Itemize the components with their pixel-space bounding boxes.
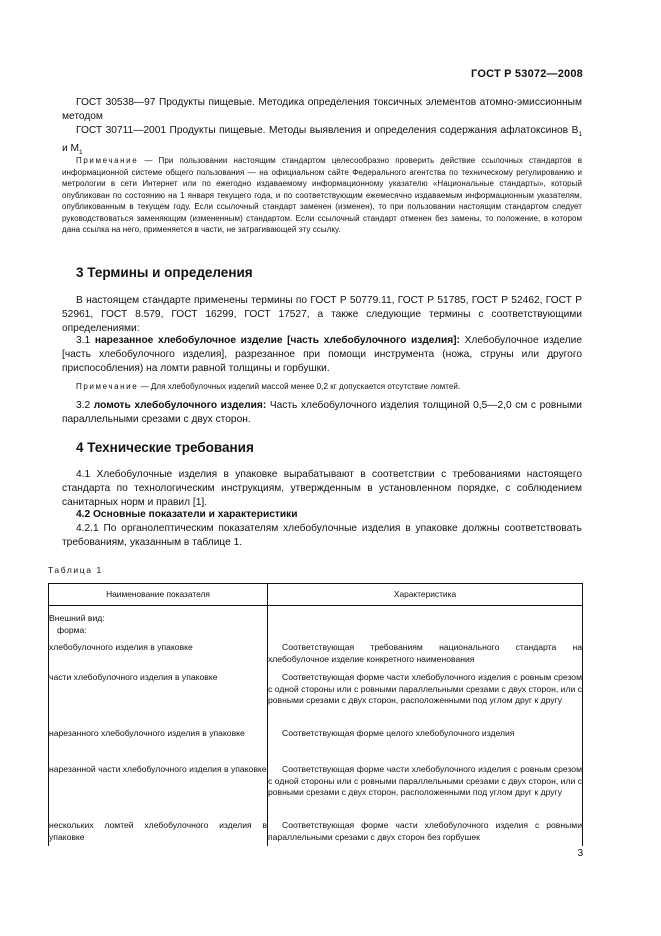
term-3-1: 3.1 нарезанное хлебобулочное изделие [часть хлебобулочного изделия]: Хлебобулочное изделие [часть хлебобулочного изделия], разрезанное при помощи инструмента (ножа, струны или другого приспособления) на ломти равной толщины и горбушки. [62,335,582,374]
section-3-title: 3 Термины и определения [76,265,253,280]
characteristic-cell: Соответствующая форме части хлебобулочного изделия с ровным срезом с одной стороны или с ровными параллельными срезами с двух сторон, или с ровными срезами с двух сторон, расположенными под углом друг к другу [268,672,583,728]
table-row [49,672,583,728]
table-row [49,820,583,846]
characteristic-cell: Соответствующая форме части хлебобулочного изделия с ровным срезом с одной стороны или с ровными параллельными срезами с двух сторон, или с ровными срезами с двух сторон, расположенными под углом друг к другу [268,764,583,820]
term-3-1-note: Примечание — Для хлебобулочных изделий массой менее 0,2 кг допускается отсутствие ломтей. [76,382,461,391]
section-3-intro: В настоящем стандарте применены термины по ГОСТ Р 50779.11, ГОСТ Р 51785, ГОСТ Р 52462, ГОСТ Р 52961, ГОСТ 8.579, ГОСТ 16299, ГОСТ 17527, а также следующие термины с соответствующими определениями: [62,295,582,334]
paragraph-4-1: 4.1 Хлебобулочные изделия в упаковке вырабатывают в соответствии с требованиями настоящего стандарта по технологическим инструкциям, утвержденным в установленном порядке, с соблюдением санитарных норм и правил [1]. [62,469,582,508]
indicator-cell: хлебобулочного изделия в упаковке [49,636,268,672]
table-row [49,636,583,672]
document-code: ГОСТ Р 53072—2008 [471,68,583,80]
reference-gost-30538: ГОСТ 30538—97 Продукты пищевые. Методика определения токсичных элементов атомно-эмиссионным методом [62,97,582,122]
table-row [49,606,583,637]
subsection-4-2-title: 4.2 Основные показатели и характеристики [76,509,298,520]
characteristic-cell: Соответствующая требованиям национального стандарта на хлебобулочное изделие конкретного наименования [268,636,583,672]
indicator-cell: нарезанной части хлебобулочного изделия в упаковке [49,764,268,820]
table-label: Таблица 1 [48,565,103,575]
paragraph-4-2-1: 4.2.1 По органолептическим показателям хлебобулочные изделия в упаковке должны соответствовать требованиям, указанным в таблице 1. [62,523,582,548]
column-header-characteristic: Характеристика [268,584,583,606]
term-3-2: 3.2 ломоть хлебобулочного изделия: Часть хлебобулочного изделия толщиной 0,5—2,0 см с ровными параллельными срезами с двух сторон. [62,400,582,425]
column-header-indicator: Наименование показателя [49,584,268,606]
characteristic-cell: Соответствующая форме целого хлебобулочного изделия [268,728,583,764]
characteristic-cell: Соответствующая форме части хлебобулочного изделия с ровными параллельными срезами с двух сторон без горбушек [268,820,583,846]
page-number: 3 [577,848,583,859]
references-note: Примечание — При пользовании настоящим стандартом целесообразно проверить действие ссылочных стандартов в информационной системе общего пользования — на официальном сайте Федерального агентства по техническому регулированию и метрологии в сети Интернет или по ежегодно издаваемому информационному указателю «Национальные стандарты», который опубликован по состоянию на 1 января текущего года, и по соответствующим ежемесячно издаваемым информационным указателям, опубликованным в текущем году. Если ссылочный стандарт заменен (изменен), то при пользовании настоящим стандартом следует руководствоваться заменяющим (измененным) стандартом. Если ссылочный стандарт отменен без замены, то положение, в котором дана ссылка на него, применяется в части, не затрагивающей эту ссылку. [62,156,582,234]
group-label-shape: форма: [57,624,87,635]
table-row [49,764,583,820]
group-label-appearance: Внешний вид: [49,613,105,623]
indicator-cell: нарезанного хлебобулочного изделия в упаковке [49,728,268,764]
indicator-cell: нескольких ломтей хлебобулочного изделия в упаковке [49,820,268,846]
section-4-title: 4 Технические требования [76,440,254,455]
table-row [49,728,583,764]
reference-gost-30711: ГОСТ 30711—2001 Продукты пищевые. Методы выявления и определения содержания афлатоксинов $B_1$ и $M_1$ [62,125,582,157]
indicator-cell: части хлебобулочного изделия в упаковке [49,672,268,728]
table-1 [48,583,583,846]
